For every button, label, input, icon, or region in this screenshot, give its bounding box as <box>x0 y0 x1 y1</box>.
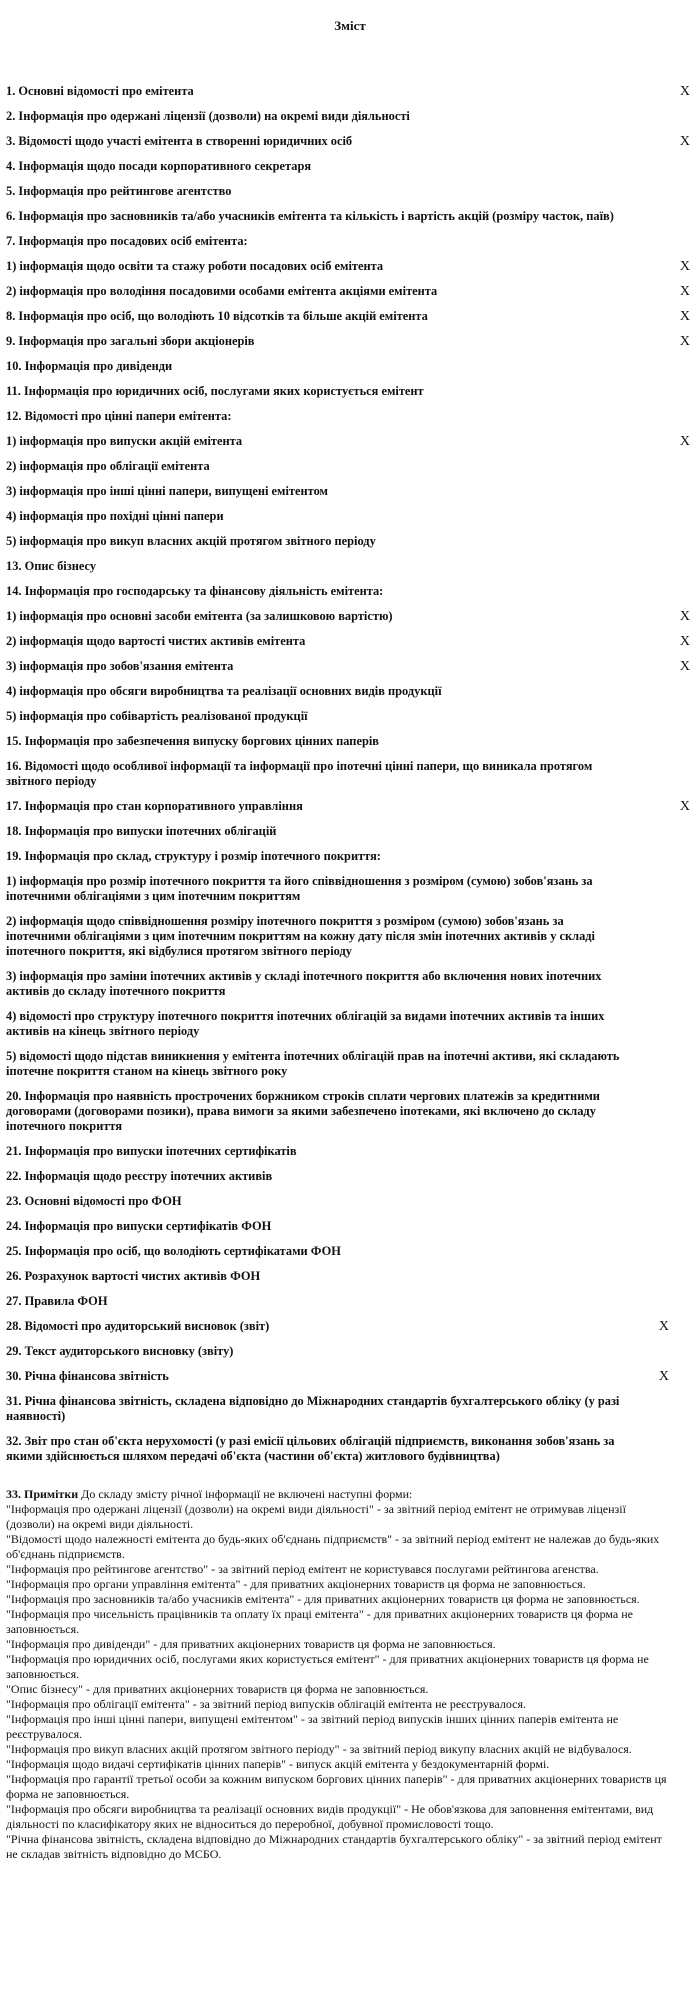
contents-row-text: 5) відомості щодо підстав виникнення у емітента іпотечних облігацій прав на іпотечні активи, які складають іпотечне покриття станом на кінець звітного року <box>6 1049 620 1078</box>
contents-row-text: 18. Інформація про випуски іпотечних облігацій <box>6 824 277 838</box>
contents-row-text: 28. Відомості про аудиторський висновок (звіт) <box>6 1319 270 1333</box>
contents-row-text: 4. Інформація щодо посади корпоративного секретаря <box>6 159 312 173</box>
included-mark: X <box>679 799 690 814</box>
contents-row <box>6 334 694 349</box>
contents-row-text: 13. Опис бізнесу <box>6 559 97 573</box>
contents-row-text: 23. Основні відомості про ФОН <box>6 1194 182 1208</box>
contents-row-text: 25. Інформація про осіб, що володіють сертифікатами ФОН <box>6 1244 341 1258</box>
page-title: Зміст <box>334 18 366 33</box>
contents-row <box>6 759 694 789</box>
contents-row <box>6 534 694 549</box>
contents-row <box>6 584 694 599</box>
contents-row-text: 19. Інформація про склад, структуру і розмір іпотечного покриття: <box>6 849 381 863</box>
contents-row-text: 5) інформація про викуп власних акцій протягом звітного періоду <box>6 534 376 548</box>
included-mark: X <box>679 259 690 274</box>
included-mark: X <box>679 609 690 624</box>
note-line: "Інформація про викуп власних акцій протягом звітного періоду" - за звітний період викупу власних акцій не відбувалося. <box>6 1742 632 1756</box>
note-line: "Інформація про чисельність працівників та оплату їх праці емітента" - для приватних акціонерних товариств ця форма не заповнюється. <box>6 1607 633 1636</box>
contents-row <box>6 309 694 324</box>
contents-row <box>6 914 694 959</box>
contents-row <box>6 634 694 649</box>
contents-row <box>6 1269 694 1284</box>
contents-row-text: 8. Інформація про осіб, що володіють 10 відсотків та більше акцій емітента <box>6 309 428 323</box>
included-mark: X <box>658 1319 669 1334</box>
contents-row <box>6 1319 694 1334</box>
contents-row <box>6 259 694 274</box>
contents-row-text: 2. Інформація про одержані ліцензії (дозволи) на окремі види діяльності <box>6 109 410 123</box>
contents-row-text: 11. Інформація про юридичних осіб, послугами яких користується емітент <box>6 384 424 398</box>
note-line: "Інформація про гарантії третьої особи за кожним випуском боргових цінних паперів" - для приватних акціонерних товариств ця форма не заповнюється. <box>6 1772 667 1801</box>
contents-row-text: 22. Інформація щодо реєстру іпотечних активів <box>6 1169 273 1183</box>
contents-row <box>6 849 694 864</box>
contents-row-text: 1) інформація про випуски акцій емітента <box>6 434 243 448</box>
note-line: "Інформація про органи управління емітента" - для приватних акціонерних товариств ця форма не заповнюється. <box>6 1577 586 1591</box>
note-line: "Інформація про дивіденди" - для приватних акціонерних товариств ця форма не заповнюється. <box>6 1637 496 1651</box>
contents-row-text: 2) інформація щодо співвідношення розміру іпотечного покриття з розміром (сумою) зобов'язань за іпотечними облігаціями з цим іпотечним покриттям на кожну дату після змін іпотечних активів у складі іпотечного покриття, які відбулися протягом звітного періоду <box>6 914 595 958</box>
contents-row-text: 16. Відомості щодо особливої інформації та інформації про іпотечні цінні папери, що виникала протягом звітного періоду <box>6 759 593 788</box>
contents-row-text: 5) інформація про собівартість реалізованої продукції <box>6 709 308 723</box>
contents-row-text: 14. Інформація про господарську та фінансову діяльність емітента: <box>6 584 384 598</box>
contents-row <box>6 1244 694 1259</box>
contents-row <box>6 409 694 424</box>
included-mark: X <box>679 634 690 649</box>
contents-row-text: 3) інформація про заміни іпотечних активів у складі іпотечного покриття або включення нових іпотечних активів до складу іпотечного покриття <box>6 969 602 998</box>
note-line: "Опис бізнесу" - для приватних акціонерних товариств ця форма не заповнюється. <box>6 1682 429 1696</box>
contents-row <box>6 384 694 399</box>
contents-row <box>6 184 694 199</box>
contents-row <box>6 1194 694 1209</box>
contents-row <box>6 209 694 224</box>
contents-row-text: 6. Інформація про засновників та/або учасників емітента та кількість і вартість акцій (розміру часток, паїв) <box>6 209 614 223</box>
note-line: "Інформація про юридичних осіб, послугами яких користується емітент" - для приватних акціонерних товариств ця форма не заповнюється. <box>6 1652 649 1681</box>
contents-row-text: 2) інформація щодо вартості чистих активів емітента <box>6 634 306 648</box>
contents-row-text: 31. Річна фінансова звітність, складена відповідно до Міжнародних стандартів бухгалтерського обліку (у разі наявності) <box>6 1394 620 1423</box>
notes-heading: 33. Примітки <box>6 1487 79 1501</box>
contents-row <box>6 969 694 999</box>
contents-row-text: 20. Інформація про наявність прострочених боржником строків сплати чергових платежів за кредитними договорами (договорами позики), права вимоги за якими забезпечено іпотеками, які включено до складу іпотечного покриття <box>6 1089 600 1133</box>
note-line: "Інформація про засновників та/або учасників емітента" - для приватних акціонерних товариств ця форма не заповнюється. <box>6 1592 640 1606</box>
contents-row-text: 17. Інформація про стан корпоративного управління <box>6 799 303 813</box>
contents-row <box>6 1089 694 1134</box>
contents-row-text: 30. Річна фінансова звітність <box>6 1369 169 1383</box>
note-line: "Інформація про обсяги виробництва та реалізації основних видів продукції" - Не обов'язкова для заповнення емітентами, вид діяльності по класифікатору яких не відноситься до переробної, добувної промисловості тощо. <box>6 1802 654 1831</box>
note-line: "Інформація про рейтингове агентство" - за звітний період емітент не користувався послугами рейтингова агенства. <box>6 1562 599 1576</box>
contents-row <box>6 1434 694 1464</box>
contents-row <box>6 1009 694 1039</box>
notes-intro-text: До складу змісту річної інформації не включені наступні форми: <box>81 1487 413 1501</box>
contents-row <box>6 609 694 624</box>
contents-row-text: 4) інформація про похідні цінні папери <box>6 509 224 523</box>
contents-row <box>6 109 694 124</box>
contents-row-text: 9. Інформація про загальні збори акціонерів <box>6 334 255 348</box>
contents-row-text: 15. Інформація про забезпечення випуску боргових цінних паперів <box>6 734 379 748</box>
contents-row <box>6 684 694 699</box>
contents-row-text: 32. Звіт про стан об'єкта нерухомості (у разі емісії цільових облігацій підприємств, виконання зобов'язань за якими здійснюється шляхом передачі об'єкта (частини об'єкта) житлового будівництва) <box>6 1434 615 1463</box>
contents-row <box>6 1144 694 1159</box>
contents-row <box>6 824 694 839</box>
contents-row-text: 24. Інформація про випуски сертифікатів ФОН <box>6 1219 272 1233</box>
contents-row-text: 2) інформація про облігації емітента <box>6 459 210 473</box>
contents-list <box>6 84 694 1474</box>
contents-row <box>6 1294 694 1309</box>
contents-row-text: 3) інформація про інші цінні папери, випущені емітентом <box>6 484 328 498</box>
included-mark: X <box>679 284 690 299</box>
contents-row <box>6 1344 694 1359</box>
included-mark: X <box>679 309 690 324</box>
contents-row-text: 1) інформація про розмір іпотечного покриття та його співвідношення з розміром (сумою) зобов'язань за іпотечними облігаціями з цим іпотечним покриттям <box>6 874 593 903</box>
included-mark: X <box>679 84 690 99</box>
contents-row <box>6 1169 694 1184</box>
contents-row <box>6 459 694 474</box>
contents-row-text: 4) інформація про обсяги виробництва та реалізації основних видів продукції <box>6 684 442 698</box>
included-mark: X <box>679 134 690 149</box>
note-line: "Інформація щодо видачі сертифікатів цінних паперів" - випуск акцій емітента у бездокументарній формі. <box>6 1757 550 1771</box>
contents-row-text: 1) інформація щодо освіти та стажу роботи посадових осіб емітента <box>6 259 384 273</box>
note-line: "Інформація про одержані ліцензії (дозволи) на окремі види діяльності" - за звітний період емітент не отримував ліцензії (дозволи) на окремі види діяльності. <box>6 1502 626 1531</box>
contents-row <box>6 1394 694 1424</box>
contents-row <box>6 874 694 904</box>
contents-row <box>6 434 694 449</box>
included-mark: X <box>679 334 690 349</box>
contents-row <box>6 84 694 99</box>
contents-row-text: 27. Правила ФОН <box>6 1294 108 1308</box>
notes-lines <box>6 1502 676 1862</box>
contents-row-text: 1. Основні відомості про емітента <box>6 84 194 98</box>
contents-row-text: 21. Інформація про випуски іпотечних сертифікатів <box>6 1144 297 1158</box>
contents-row <box>6 359 694 374</box>
contents-row-text: 26. Розрахунок вартості чистих активів ФОН <box>6 1269 261 1283</box>
contents-row-text: 29. Текст аудиторського висновку (звіту) <box>6 1344 234 1358</box>
contents-row-text: 3. Відомості щодо участі емітента в створенні юридичних осіб <box>6 134 353 148</box>
contents-row <box>6 559 694 574</box>
contents-row-text: 5. Інформація про рейтингове агентство <box>6 184 232 198</box>
note-line: "Відомості щодо належності емітента до будь-яких об'єднань підприємств" - за звітний період емітент не належав до будь-яких об'єднань підприємств. <box>6 1532 660 1561</box>
included-mark: X <box>679 659 690 674</box>
note-line: "Інформація про інші цінні папери, випущені емітентом" - за звітний період випусків інших цінних паперів емітента не реєструвалося. <box>6 1712 619 1741</box>
contents-row-text: 12. Відомості про цінні папери емітента: <box>6 409 232 423</box>
included-mark: X <box>658 1369 669 1384</box>
contents-row <box>6 234 694 249</box>
contents-row <box>6 159 694 174</box>
contents-row <box>6 659 694 674</box>
note-line: "Інформація про облігації емітента" - за звітний період випусків облігацій емітента не реєструвалося. <box>6 1697 526 1711</box>
contents-row <box>6 1369 694 1384</box>
contents-row <box>6 1219 694 1234</box>
contents-row <box>6 284 694 299</box>
contents-row-text: 4) відомості про структуру іпотечного покриття іпотечних облігацій за видами іпотечних активів та інших активів на кінець звітного періоду <box>6 1009 605 1038</box>
contents-row <box>6 134 694 149</box>
contents-row <box>6 509 694 524</box>
notes-intro <box>6 1487 676 1502</box>
contents-row <box>6 484 694 499</box>
contents-row-text: 3) інформація про зобов'язання емітента <box>6 659 234 673</box>
contents-row-text: 7. Інформація про посадових осіб емітента: <box>6 234 248 248</box>
contents-row-text: 10. Інформація про дивіденди <box>6 359 173 373</box>
contents-row-text: 1) інформація про основні засоби емітента (за залишковою вартістю) <box>6 609 393 623</box>
contents-row <box>6 734 694 749</box>
contents-row <box>6 1049 694 1079</box>
note-line: "Річна фінансова звітність, складена відповідно до Міжнародних стандартів бухгалтерського обліку" - за звітний період емітент не складав звітність відповідно до МСБО. <box>6 1832 662 1861</box>
included-mark: X <box>679 434 690 449</box>
notes-section <box>6 1487 676 1862</box>
contents-row <box>6 799 694 814</box>
contents-row <box>6 709 694 724</box>
contents-row-text: 2) інформація про володіння посадовими особами емітента акціями емітента <box>6 284 438 298</box>
